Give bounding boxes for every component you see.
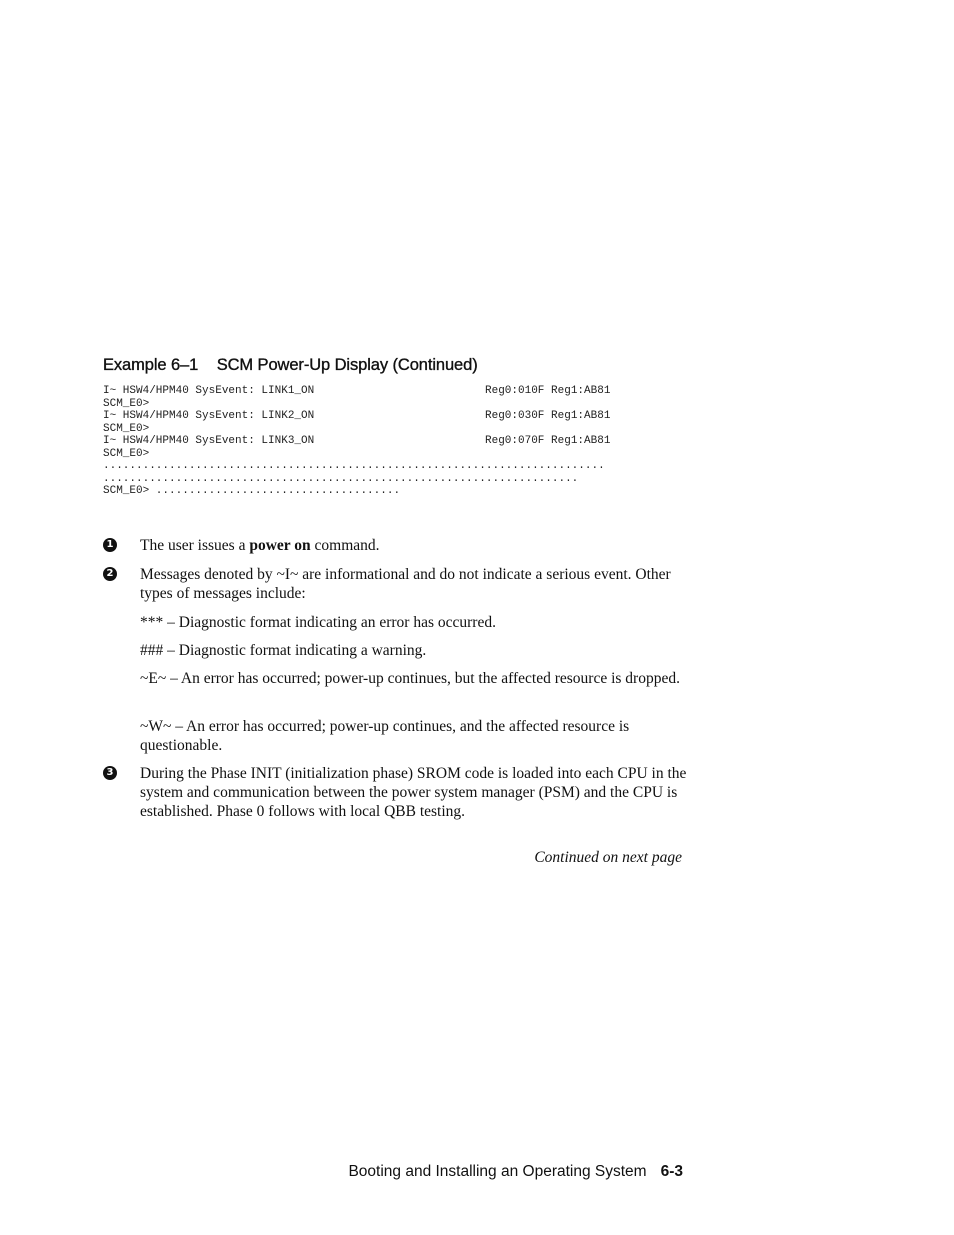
console-line: SCM_E0> bbox=[103, 397, 150, 410]
console-line: SCM_E0> bbox=[103, 422, 150, 435]
callout-text: During the Phase INIT (initialization phase) SROM code is loaded into each CPU in the system and communication between the power system manager (PSM) and the CPU is established. Phase 0 follows with local QBB testing. bbox=[140, 765, 687, 820]
callout-marker-icon: 3 bbox=[103, 766, 117, 780]
page-number: 6-3 bbox=[660, 1163, 683, 1180]
callout-text: Messages denoted by ~I~ are informational and do not indicate a serious event. Other types of messages include: bbox=[140, 566, 671, 602]
example-title: SCM Power-Up Display (Continued) bbox=[216, 356, 478, 374]
page-footer bbox=[300, 1163, 683, 1181]
callout-text: The user issues a power on command. bbox=[140, 537, 380, 554]
console-line: ........................................................................ bbox=[103, 472, 579, 485]
callout-item-3 bbox=[103, 764, 693, 821]
callout-marker-icon: 1 bbox=[103, 538, 117, 552]
footer-title: Booting and Installing an Operating System bbox=[348, 1163, 647, 1180]
console-line: SCM_E0> bbox=[103, 447, 150, 460]
console-line: I~ HSW4/HPM40 SysEvent: LINK3_ON Reg0:070F Reg1:AB81 bbox=[103, 435, 611, 447]
message-type-item: ~W~ – An error has occurred; power-up continues, and the affected resource is questionable. bbox=[140, 718, 630, 754]
callout-marker-icon: 2 bbox=[103, 567, 117, 581]
message-type-item: ~E~ – An error has occurred; power-up continues, but the affected resource is dropped. bbox=[140, 670, 680, 687]
continued-note: Continued on next page bbox=[534, 849, 682, 866]
console-line: ............................................................................ bbox=[103, 460, 605, 472]
console-line: I~ HSW4/HPM40 SysEvent: LINK2_ON Reg0:030F Reg1:AB81 bbox=[103, 410, 611, 422]
console-output bbox=[103, 385, 611, 498]
callout-item-1 bbox=[103, 536, 693, 555]
console-line: I~ HSW4/HPM40 SysEvent: LINK1_ON Reg0:010F Reg1:AB81 bbox=[103, 385, 611, 397]
message-type-item: ### – Diagnostic format indicating a warning. bbox=[140, 642, 427, 659]
message-type-item: *** – Diagnostic format indicating an error has occurred. bbox=[140, 614, 496, 631]
console-line: SCM_E0> ..................................... bbox=[103, 485, 401, 497]
example-heading bbox=[103, 356, 478, 375]
example-number: Example 6–1 bbox=[103, 356, 199, 374]
callout-item-2 bbox=[103, 565, 693, 603]
command-name: power on bbox=[249, 537, 311, 554]
